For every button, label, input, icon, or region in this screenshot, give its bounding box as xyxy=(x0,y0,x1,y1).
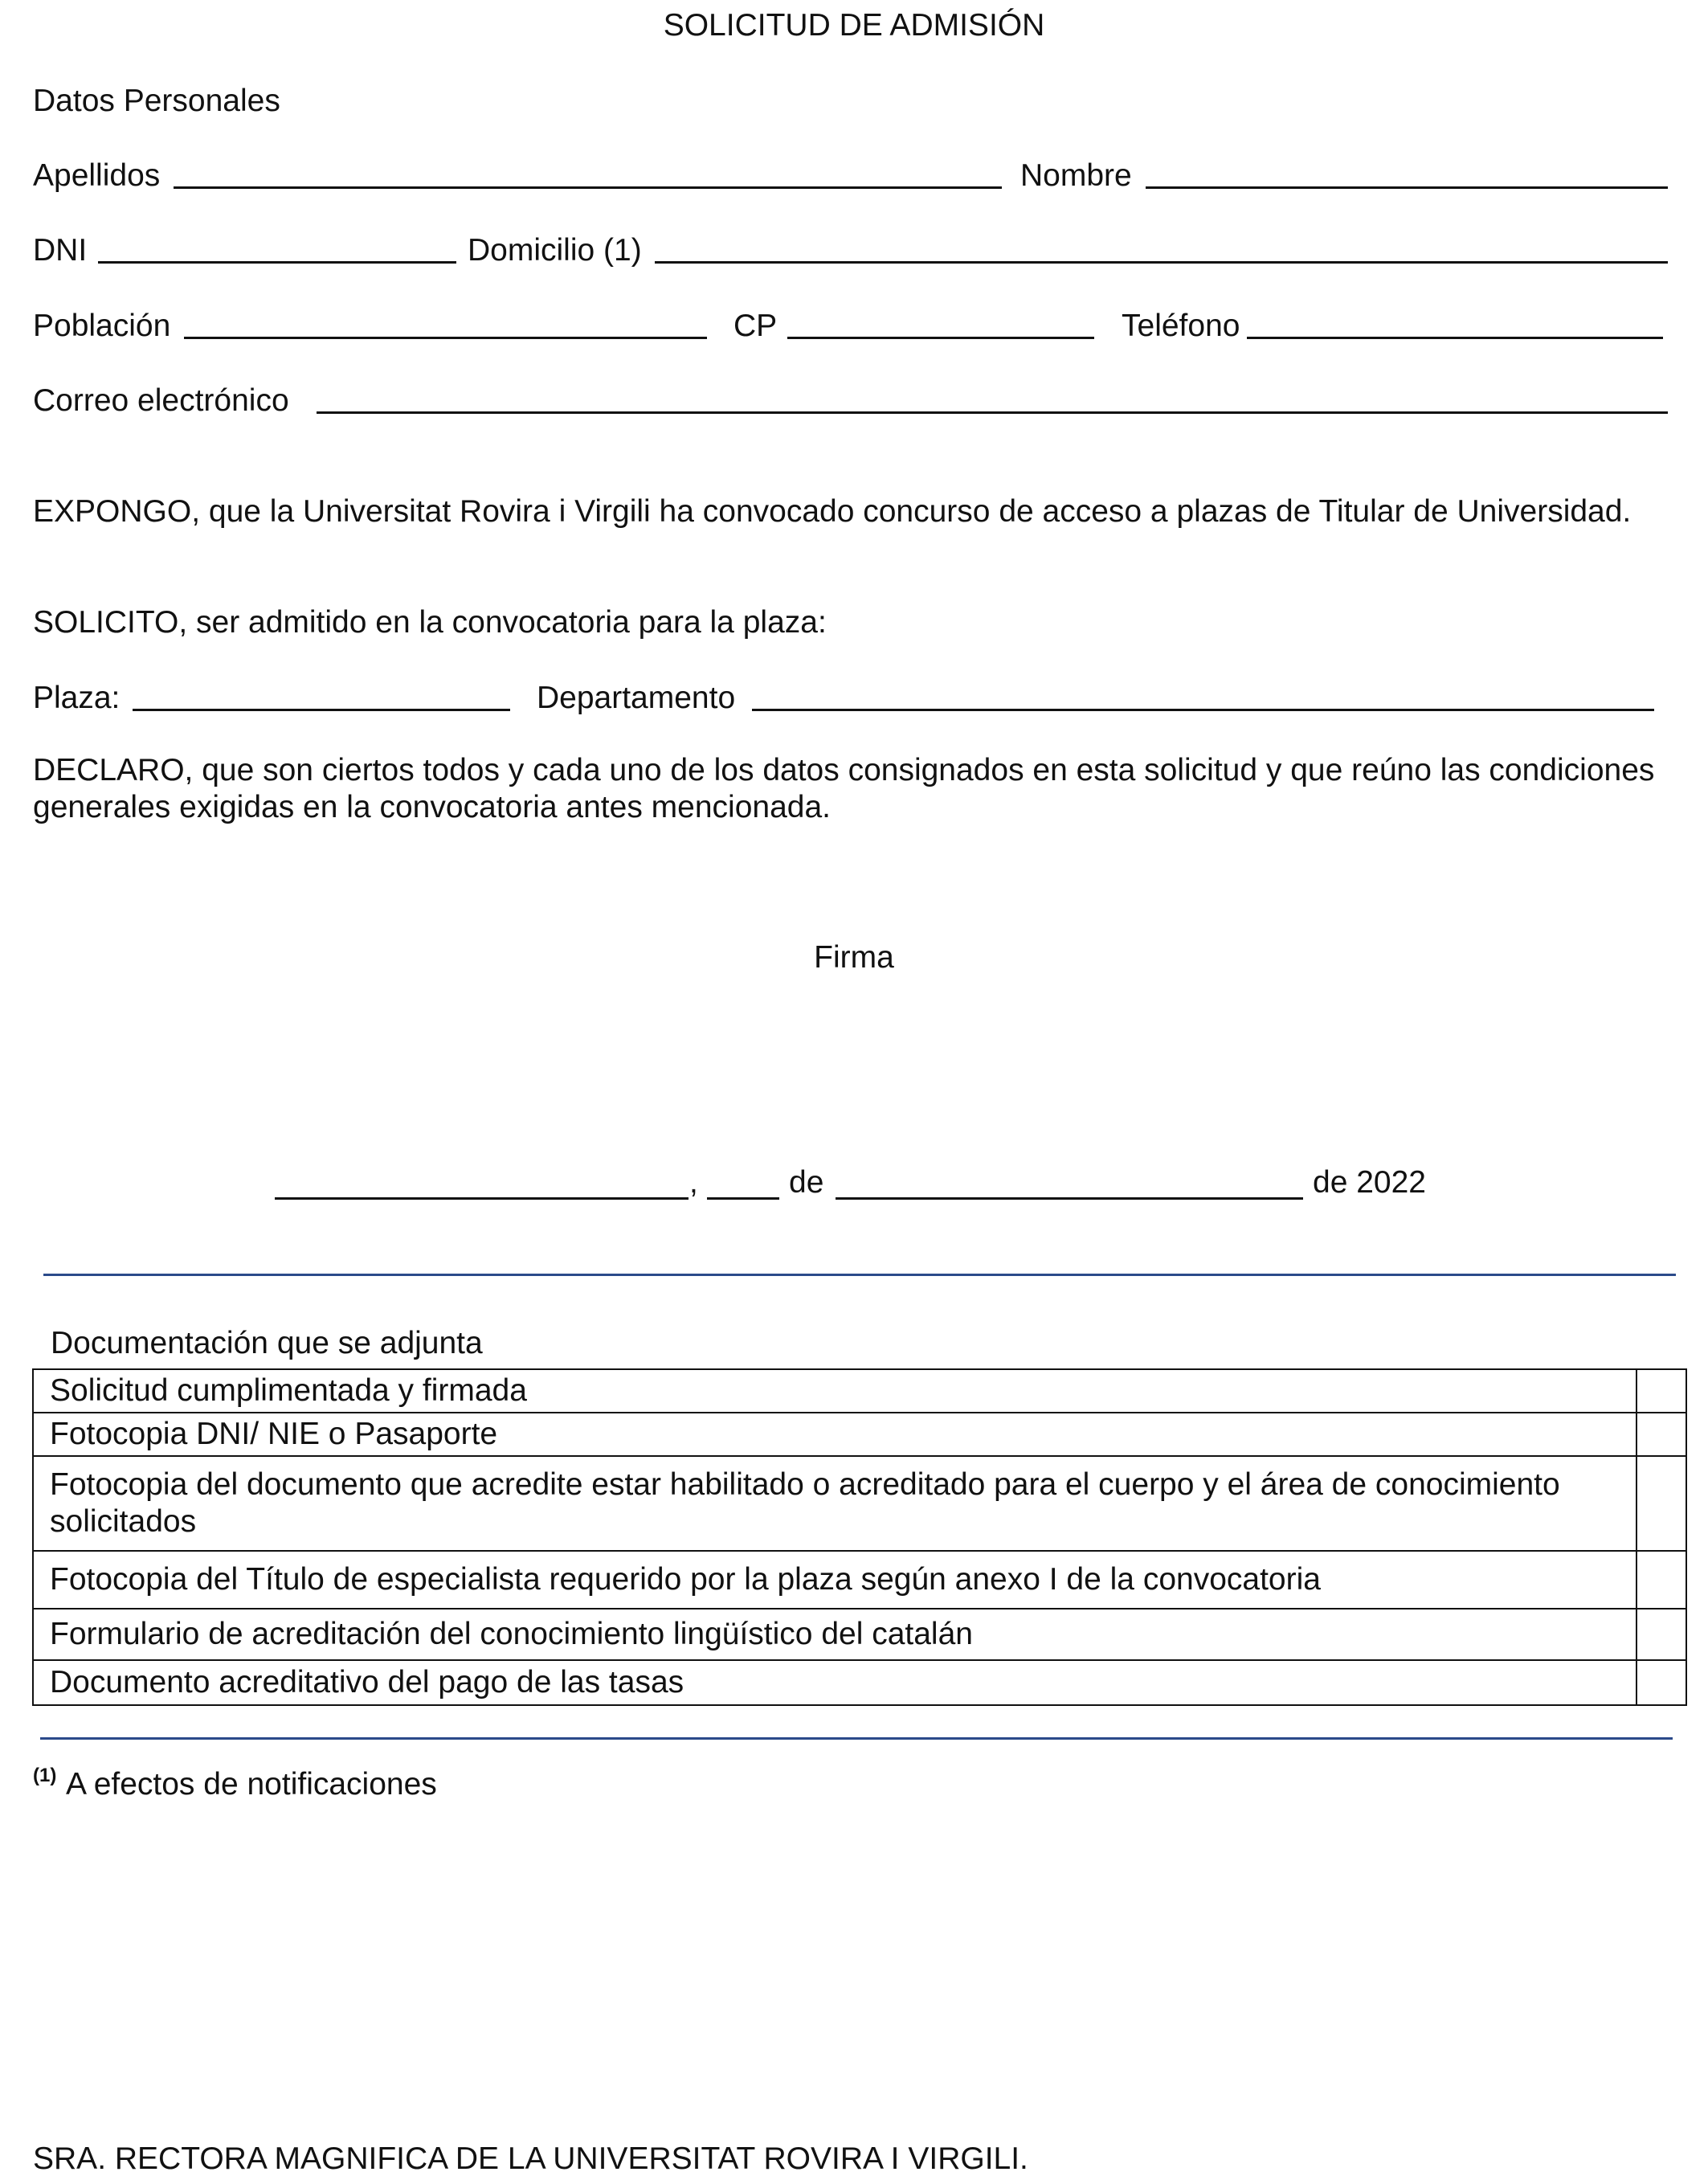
departamento-field[interactable] xyxy=(752,709,1654,711)
month-field[interactable] xyxy=(836,1197,1303,1200)
document-checkbox[interactable] xyxy=(1636,1609,1686,1660)
document-item-label: Solicitud cumplimentada y firmada xyxy=(33,1369,1636,1413)
apellidos-label: Apellidos xyxy=(33,158,161,193)
separator-top xyxy=(43,1274,1676,1276)
correo-label: Correo electrónico xyxy=(33,383,289,418)
document-checkbox[interactable] xyxy=(1636,1413,1686,1456)
declaro-text: DECLARO, que son ciertos todos y cada uno de los datos consignados en esta solicitud y que reúno las condiciones generales exigidas en la convocatoria antes mencionada. xyxy=(33,753,1655,824)
date-year-label: de 2022 xyxy=(1313,1165,1426,1200)
document-checkbox[interactable] xyxy=(1636,1369,1686,1413)
document-item-label: Fotocopia del Título de especialista requerido por la plaza según anexo I de la convocatoria xyxy=(33,1551,1636,1609)
table-row xyxy=(33,1660,1686,1705)
telefono-field[interactable] xyxy=(1247,337,1663,339)
footnote-text: A efectos de notificaciones xyxy=(66,1767,437,1802)
document-item-label: Fotocopia DNI/ NIE o Pasaporte xyxy=(33,1413,1636,1456)
signature-area[interactable] xyxy=(562,980,1146,1125)
date-comma: , xyxy=(689,1165,698,1200)
table-row xyxy=(33,1456,1686,1551)
nombre-label: Nombre xyxy=(1020,158,1132,193)
signature-label: Firma xyxy=(814,940,894,975)
personal-data-heading: Datos Personales xyxy=(33,84,280,118)
date-de-label: de xyxy=(789,1165,824,1200)
expongo-text: EXPONGO, que la Universitat Rovira i Virgili ha convocado concurso de acceso a plazas de Titular de Universidad. xyxy=(33,494,1632,529)
poblacion-field[interactable] xyxy=(184,337,707,339)
domicilio-field[interactable] xyxy=(655,261,1668,264)
table-row xyxy=(33,1413,1686,1456)
telefono-label: Teléfono xyxy=(1122,309,1240,343)
nombre-field[interactable] xyxy=(1146,186,1668,189)
form-title: SOLICITUD DE ADMISIÓN xyxy=(663,8,1045,43)
cp-label: CP xyxy=(733,309,778,343)
separator-bottom xyxy=(40,1737,1673,1740)
document-checkbox[interactable] xyxy=(1636,1456,1686,1551)
footnote-mark: (1) xyxy=(33,1765,57,1786)
table-row xyxy=(33,1369,1686,1413)
plaza-label: Plaza: xyxy=(33,681,121,715)
apellidos-field[interactable] xyxy=(174,186,1002,189)
poblacion-label: Población xyxy=(33,309,171,343)
document-item-label: Documento acreditativo del pago de las tasas xyxy=(33,1660,1636,1705)
document-item-label: Fotocopia del documento que acredite estar habilitado o acreditado para el cuerpo y el área de conocimiento solicitados xyxy=(33,1456,1636,1551)
domicilio-label: Domicilio (1) xyxy=(468,233,642,268)
document-checkbox[interactable] xyxy=(1636,1551,1686,1609)
table-row xyxy=(33,1609,1686,1660)
table-row xyxy=(33,1551,1686,1609)
document-item-label: Formulario de acreditación del conocimiento lingüístico del catalán xyxy=(33,1609,1636,1660)
plaza-field[interactable] xyxy=(133,709,510,711)
dni-label: DNI xyxy=(33,233,88,268)
addressee: SRA. RECTORA MAGNIFICA DE LA UNIVERSITAT ROVIRA I VIRGILI. xyxy=(33,2141,1028,2176)
cp-field[interactable] xyxy=(787,337,1094,339)
solicito-text: SOLICITO, ser admitido en la convocatoria para la plaza: xyxy=(33,605,827,640)
correo-field[interactable] xyxy=(317,411,1668,414)
document-checkbox[interactable] xyxy=(1636,1660,1686,1705)
dni-field[interactable] xyxy=(98,261,456,264)
departamento-label: Departamento xyxy=(537,681,736,715)
place-field[interactable] xyxy=(275,1197,689,1200)
documents-table xyxy=(32,1368,1687,1706)
documents-heading: Documentación que se adjunta xyxy=(51,1326,483,1360)
day-field[interactable] xyxy=(707,1197,779,1200)
